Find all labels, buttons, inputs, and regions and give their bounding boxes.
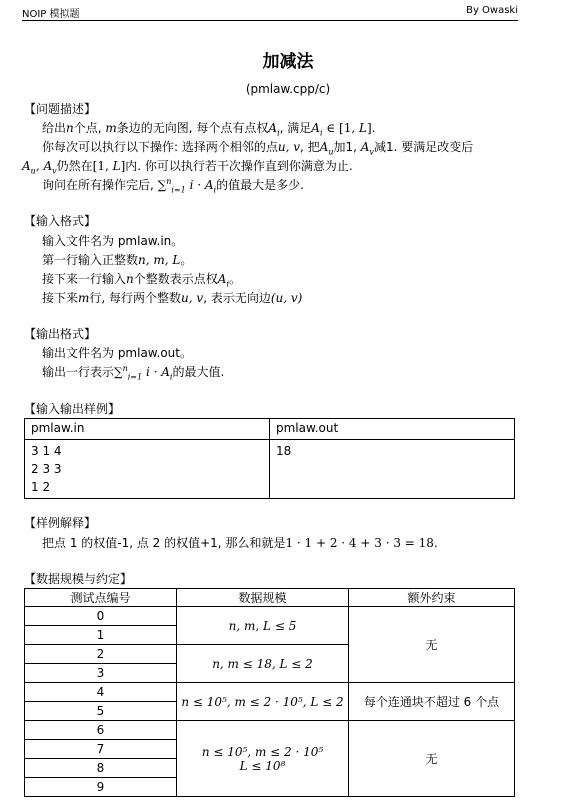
scale-group-3: n ≤ 10⁵, m ≤ 2 · 10⁵, L ≤ 2 <box>177 683 349 721</box>
test-id: 0 <box>25 607 177 626</box>
page-header <box>22 0 518 21</box>
problem-line-2: 你每次可以执行以下操作: 选择两个相邻的点u, v, 把$A_u$加1, $A_v$减1. 要满足改变后 <box>42 140 474 157</box>
sample-input-line: 3 1 4 <box>31 444 62 458</box>
sample-in-header: pmlaw.in <box>25 419 270 440</box>
col-extra: 额外约束 <box>349 589 515 607</box>
problem-title: 加减法 <box>262 52 314 72</box>
output-line-1: 输出文件名为 pmlaw.out。 <box>42 346 192 360</box>
sample-out-header: pmlaw.out <box>270 419 515 440</box>
scale-group-1: n, m, L ≤ 5 <box>177 607 349 645</box>
test-id: 5 <box>25 702 177 721</box>
problem-line-1: 给出n个点, m条边的无向图, 每个点有点权$A_i$, 满足$A_i$ ∈ [1, L]. <box>42 121 376 138</box>
test-id: 2 <box>25 645 177 664</box>
header-left: NOIP 模拟题 <box>22 9 80 20</box>
col-test-id: 测试点编号 <box>25 589 177 607</box>
test-id: 8 <box>25 759 177 778</box>
test-id: 9 <box>25 778 177 797</box>
input-heading: 【输入格式】 <box>24 214 97 228</box>
sample-output <box>270 440 515 499</box>
problem-heading: 【问题描述】 <box>24 102 97 116</box>
col-scale: 数据规模 <box>177 589 349 607</box>
problem-line-4: 询问在所有操作完后, ∑$^n_{i=1}$ $i \cdot A_i$的值最大是多少. <box>42 177 304 195</box>
output-heading: 【输出格式】 <box>24 327 97 341</box>
test-id: 3 <box>25 664 177 683</box>
input-line-2: 第一行输入正整数n, m, L。 <box>42 253 193 267</box>
sample-input <box>25 440 270 499</box>
extra-connected: 每个连通块不超过 6 个点 <box>349 683 515 721</box>
input-line-1: 输入文件名为 pmlaw.in。 <box>42 234 184 248</box>
problem-filename: (pmlaw.cpp/c) <box>245 82 331 96</box>
test-id: 4 <box>25 683 177 702</box>
sample-heading: 【输入输出样例】 <box>24 402 121 416</box>
sample-input-line: 2 3 3 <box>31 462 62 476</box>
extra-none-1: 无 <box>349 607 515 683</box>
scale-group-4-line-1: n ≤ 10⁵, m ≤ 2 · 10⁵ <box>201 744 324 759</box>
limits-heading: 【数据规模与约定】 <box>24 572 133 586</box>
sample-output-line: 18 <box>276 444 292 458</box>
scale-group-4 <box>177 721 349 797</box>
output-line-2: 输出一行表示∑$^n_{i=1}$ $i \cdot A_i$的最大值. <box>42 364 225 382</box>
input-line-3: 接下来一行输入n个整数表示点权$A_i$。 <box>42 272 242 289</box>
header-right: By Owaski <box>466 5 518 16</box>
explain-line: 把点 1 的权值-1, 点 2 的权值+1, 那么和就是1 · 1 + 2 · 4 + 3 · 3 = 18. <box>42 536 438 550</box>
problem-line-3: $A_u$, $A_v$仍然在[1, L]内. 你可以执行若干次操作直到你满意为止. <box>22 159 353 176</box>
scale-group-4-line-2: L ≤ 10⁸ <box>239 758 286 773</box>
input-line-4: 接下来m行, 每行两个整数u, v, 表示无向边(u, v) <box>42 291 303 305</box>
explain-heading: 【样例解释】 <box>24 516 97 530</box>
test-id: 1 <box>25 626 177 645</box>
test-id: 7 <box>25 740 177 759</box>
sample-input-line: 1 2 <box>31 480 51 494</box>
test-id: 6 <box>25 721 177 740</box>
limits-table <box>24 588 515 797</box>
extra-none-2: 无 <box>349 721 515 797</box>
scale-group-2: n, m ≤ 18, L ≤ 2 <box>177 645 349 683</box>
sample-table <box>24 418 515 499</box>
